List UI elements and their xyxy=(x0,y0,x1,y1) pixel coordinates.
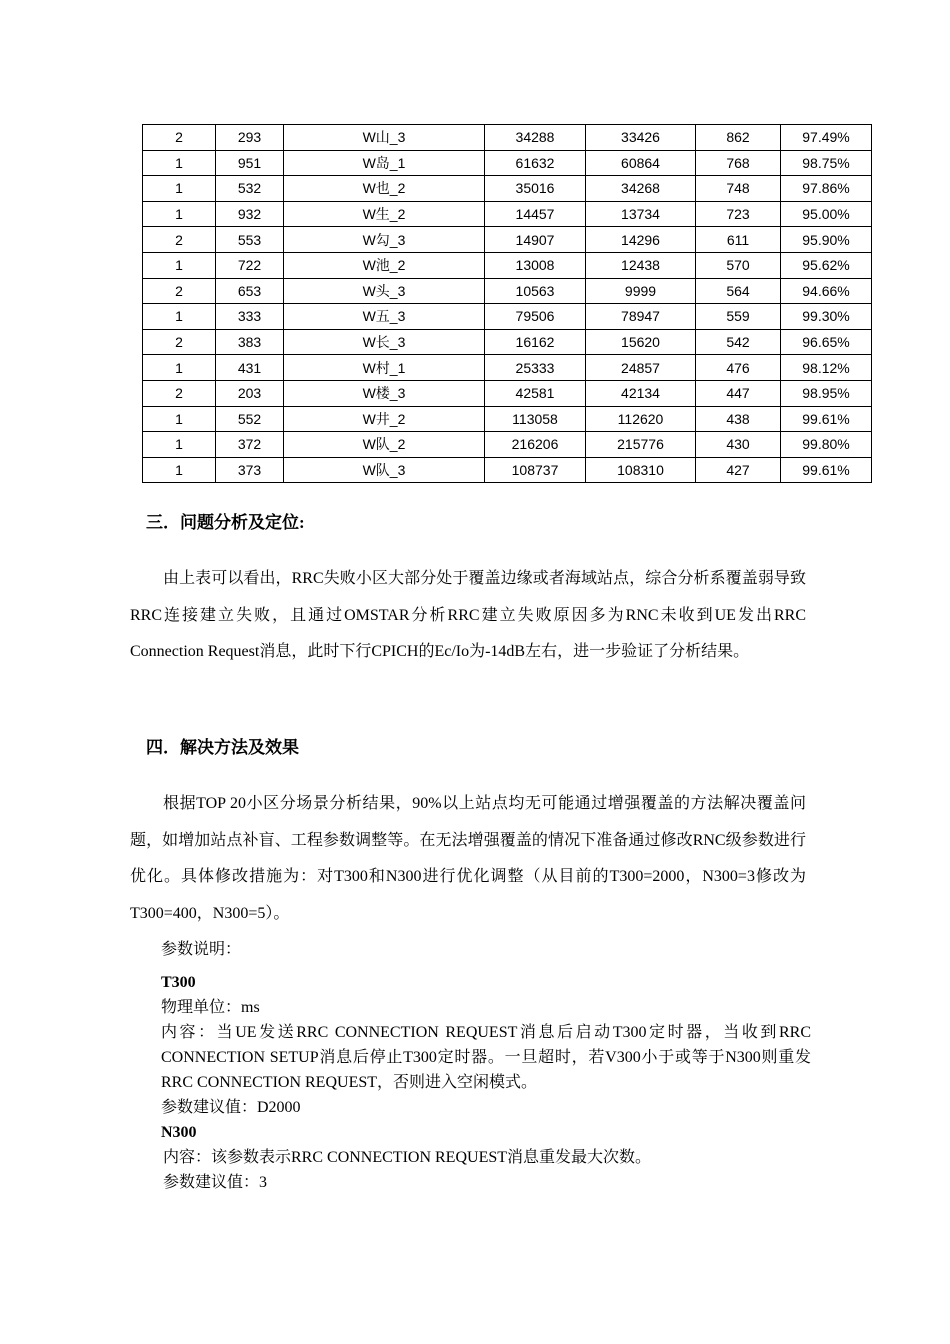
table-cell: W山_3 xyxy=(284,125,485,151)
cell-failure-table xyxy=(142,124,872,483)
table-cell: 748 xyxy=(696,176,781,202)
table-cell: 99.61% xyxy=(781,457,872,483)
table-cell: 94.66% xyxy=(781,278,872,304)
table-cell: 2 xyxy=(143,380,216,406)
table-cell: 99.30% xyxy=(781,304,872,330)
table-row xyxy=(143,380,872,406)
table-cell: 12438 xyxy=(586,252,696,278)
table-cell: 112620 xyxy=(586,406,696,432)
table-cell: 95.90% xyxy=(781,227,872,253)
table-cell: 372 xyxy=(216,432,284,458)
table-cell: 427 xyxy=(696,457,781,483)
section-heading-analysis: 三．问题分析及定位: xyxy=(146,513,305,532)
table-cell: 2 xyxy=(143,227,216,253)
table-cell: W队_3 xyxy=(284,457,485,483)
table-cell: 333 xyxy=(216,304,284,330)
table-cell: 723 xyxy=(696,201,781,227)
table-cell: 1 xyxy=(143,406,216,432)
table-cell: 113058 xyxy=(485,406,586,432)
table-cell: 2 xyxy=(143,125,216,151)
table-cell: 768 xyxy=(696,150,781,176)
param-intro: 参数说明： xyxy=(161,941,242,958)
table-cell: 108737 xyxy=(485,457,586,483)
table-cell: W井_2 xyxy=(284,406,485,432)
table-cell: 430 xyxy=(696,432,781,458)
table-cell: 215776 xyxy=(586,432,696,458)
table-cell: W队_2 xyxy=(284,432,485,458)
table-row xyxy=(143,150,872,176)
table-cell: 203 xyxy=(216,380,284,406)
n300-content: 内容：该参数表示RRC CONNECTION REQUEST消息重发最大次数。 xyxy=(163,1149,652,1166)
table-cell: 42581 xyxy=(485,380,586,406)
table-cell: 383 xyxy=(216,329,284,355)
table-row xyxy=(143,176,872,202)
n300-title: N300 xyxy=(161,1124,197,1141)
table-cell: 96.65% xyxy=(781,329,872,355)
table-cell: 553 xyxy=(216,227,284,253)
table-cell: 559 xyxy=(696,304,781,330)
table-cell: 14457 xyxy=(485,201,586,227)
table-cell: 13008 xyxy=(485,252,586,278)
table-row xyxy=(143,227,872,253)
table-cell: 447 xyxy=(696,380,781,406)
table-cell: 653 xyxy=(216,278,284,304)
table-cell: 95.00% xyxy=(781,201,872,227)
table-cell: 14907 xyxy=(485,227,586,253)
table-cell: W生_2 xyxy=(284,201,485,227)
table-cell: 33426 xyxy=(586,125,696,151)
table-cell: 1 xyxy=(143,201,216,227)
table-cell: 9999 xyxy=(586,278,696,304)
t300-title: T300 xyxy=(161,974,196,991)
table-cell: 10563 xyxy=(485,278,586,304)
table-cell: 1 xyxy=(143,150,216,176)
table-cell: 564 xyxy=(696,278,781,304)
table-cell: W五_3 xyxy=(284,304,485,330)
table-cell: 293 xyxy=(216,125,284,151)
table-row xyxy=(143,457,872,483)
table-cell: 15620 xyxy=(586,329,696,355)
table-cell: 438 xyxy=(696,406,781,432)
table-cell: 532 xyxy=(216,176,284,202)
table-cell: 97.86% xyxy=(781,176,872,202)
solution-paragraph: 根据TOP 20小区分场景分析结果，90%以上站点均无可能通过增强覆盖的方法解决覆盖问题，如增加站点补盲、工程参数调整等。在无法增强覆盖的情况下准备通过修改RNC级参数进行优化。具体修改措施为：对T300和N300进行优化调整（从目前的T300=2000，N300=3修改为T300=400，N300=5）。 xyxy=(130,795,806,922)
table-cell: 99.80% xyxy=(781,432,872,458)
table-cell: 1 xyxy=(143,432,216,458)
analysis-paragraph: 由上表可以看出，RRC失败小区大部分处于覆盖边缘或者海域站点，综合分析系覆盖弱导致RRC连接建立失败，且通过OMSTAR分析RRC建立失败原因多为RNC未收到UE发出RRC Connection Request消息，此时下行CPICH的Ec/Io为-14dB左右，进一步验证了分析结果。 xyxy=(130,570,806,660)
table-cell: 1 xyxy=(143,304,216,330)
table-cell: 1 xyxy=(143,457,216,483)
table-cell: W头_3 xyxy=(284,278,485,304)
table-cell: 476 xyxy=(696,355,781,381)
table-cell: W岛_1 xyxy=(284,150,485,176)
table-cell: 13734 xyxy=(586,201,696,227)
table-cell: W勾_3 xyxy=(284,227,485,253)
table-cell: 98.75% xyxy=(781,150,872,176)
table-cell: W长_3 xyxy=(284,329,485,355)
table-cell: 862 xyxy=(696,125,781,151)
table-cell: 14296 xyxy=(586,227,696,253)
t300-unit: 物理单位：ms xyxy=(161,999,260,1016)
table-cell: 98.12% xyxy=(781,355,872,381)
table-cell: W也_2 xyxy=(284,176,485,202)
table-cell: 431 xyxy=(216,355,284,381)
table-cell: 98.95% xyxy=(781,380,872,406)
table-cell: 1 xyxy=(143,355,216,381)
table-cell: W楼_3 xyxy=(284,380,485,406)
table-cell: W村_1 xyxy=(284,355,485,381)
table-cell: 108310 xyxy=(586,457,696,483)
table-cell: 932 xyxy=(216,201,284,227)
table-row xyxy=(143,278,872,304)
table-cell: 95.62% xyxy=(781,252,872,278)
table-row xyxy=(143,201,872,227)
table-cell: 1 xyxy=(143,252,216,278)
table-cell: 542 xyxy=(696,329,781,355)
table-row xyxy=(143,355,872,381)
table-cell: 570 xyxy=(696,252,781,278)
table-row xyxy=(143,304,872,330)
table-cell: 2 xyxy=(143,278,216,304)
table-cell: 79506 xyxy=(485,304,586,330)
n300-suggest: 参数建议值：3 xyxy=(163,1174,268,1191)
table-row xyxy=(143,252,872,278)
table-cell: W池_2 xyxy=(284,252,485,278)
table-row xyxy=(143,125,872,151)
t300-suggest: 参数建议值：D2000 xyxy=(161,1099,301,1116)
table-row xyxy=(143,406,872,432)
table-cell: 1 xyxy=(143,176,216,202)
table-cell: 34288 xyxy=(485,125,586,151)
table-cell: 60864 xyxy=(586,150,696,176)
table-cell: 2 xyxy=(143,329,216,355)
table-cell: 34268 xyxy=(586,176,696,202)
table-cell: 97.49% xyxy=(781,125,872,151)
table-cell: 25333 xyxy=(485,355,586,381)
table-cell: 99.61% xyxy=(781,406,872,432)
table-cell: 16162 xyxy=(485,329,586,355)
table-row xyxy=(143,432,872,458)
table-cell: 24857 xyxy=(586,355,696,381)
table-row xyxy=(143,329,872,355)
section-heading-solution: 四．解决方法及效果 xyxy=(146,738,299,757)
table-cell: 78947 xyxy=(586,304,696,330)
table-cell: 42134 xyxy=(586,380,696,406)
table-cell: 61632 xyxy=(485,150,586,176)
table-cell: 35016 xyxy=(485,176,586,202)
t300-content: 内容：当UE发送RRC CONNECTION REQUEST消息后启动T300定时器，当收到RRC CONNECTION SETUP消息后停止T300定时器。一旦超时，若V300小于或等于N300则重发RRC CONNECTION REQUEST，否则进入空闲模式。 xyxy=(161,1024,811,1091)
table-cell: 951 xyxy=(216,150,284,176)
table-cell: 552 xyxy=(216,406,284,432)
table-cell: 722 xyxy=(216,252,284,278)
table-cell: 373 xyxy=(216,457,284,483)
table-body xyxy=(143,125,872,483)
table-cell: 216206 xyxy=(485,432,586,458)
table-cell: 611 xyxy=(696,227,781,253)
